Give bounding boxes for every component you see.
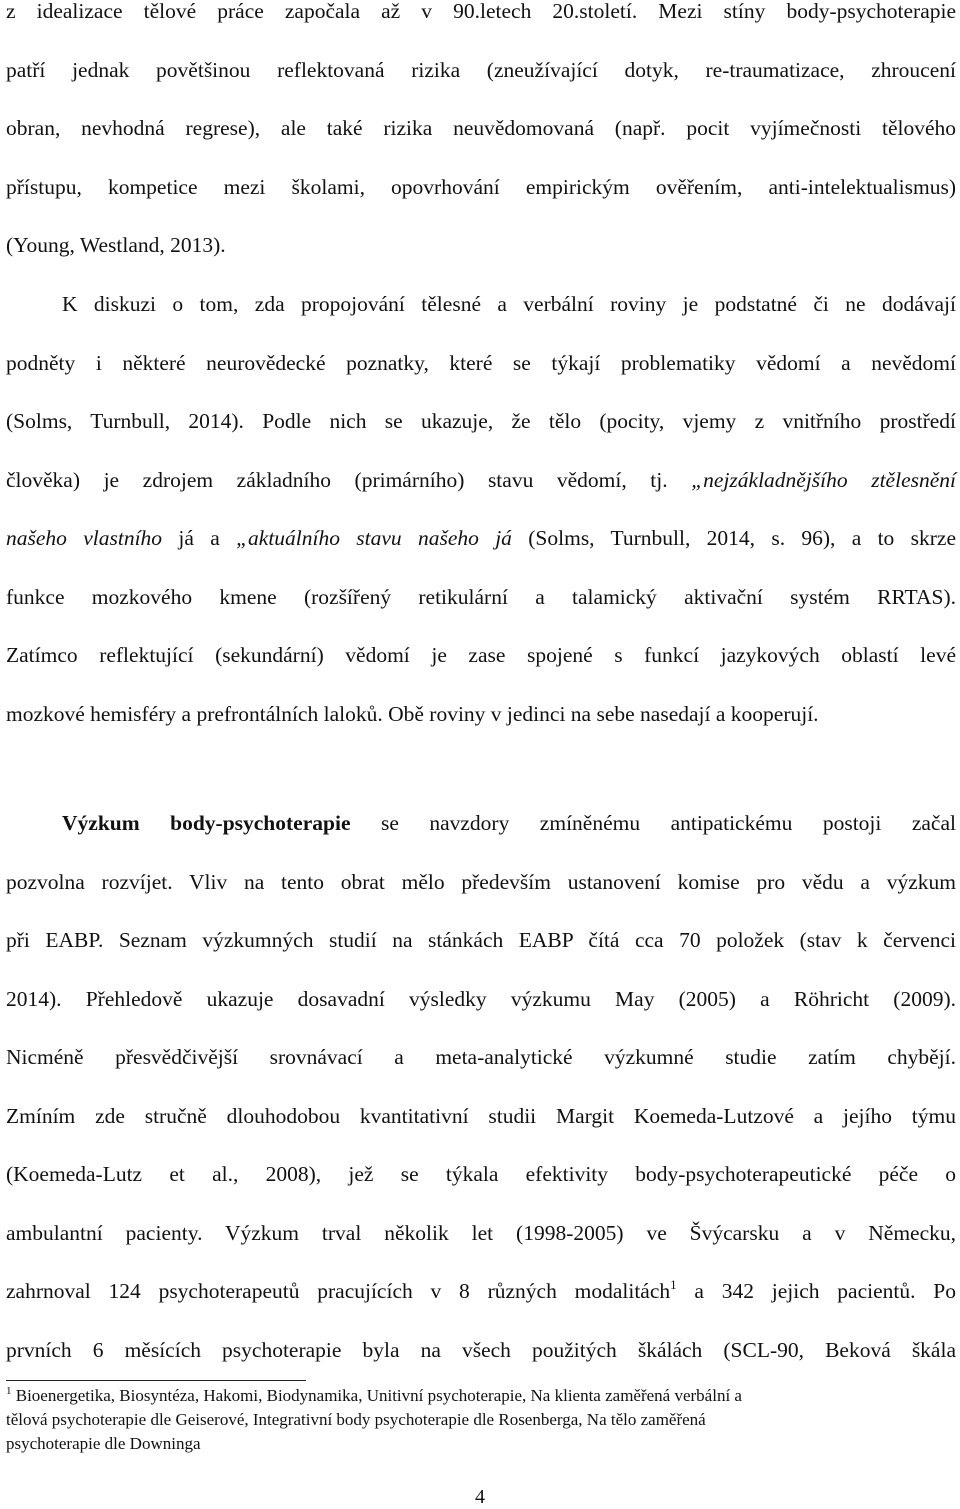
- text-line: Zatímco reflektující (sekundární) vědomí je zase spojené s funkcí jazykových oblastí levé: [6, 643, 956, 667]
- paragraph-neuroscience: [6, 275, 956, 743]
- quote-italic: „aktuálního stavu našeho já: [236, 526, 512, 550]
- text-line: (Koemeda-Lutz et al., 2008), jež se týkala efektivity body-psychoterapeutické péče o: [6, 1162, 956, 1186]
- text-span: já: [162, 526, 194, 550]
- footnote-line: tělová psychoterapie dle Geiserové, Integrativní body psychoterapie dle Rosenberga, Na tělo zaměřená: [6, 1410, 706, 1429]
- text-line: [6, 1262, 956, 1321]
- text-line: funkce mozkového kmene (rozšířený retikulární a talamický aktivační systém RRTAS).: [6, 584, 956, 609]
- text-span: člověka) je zdrojem základního (primárního) stavu vědomí, tj.: [6, 467, 692, 492]
- text-line: z idealizace tělové práce započala až v 90.letech 20.století. Mezi stíny body-psychoterapie: [6, 0, 956, 23]
- text-line: Zmíním zde stručně dlouhodobou kvantitativní studii Margit Koemeda-Lutzové a jejího týmu: [6, 1103, 956, 1128]
- section-heading-bold: Výzkum body-psychoterapie: [62, 811, 351, 835]
- text-line: při EABP. Seznam výzkumných studií na stánkách EABP čítá cca 70 položek (stav k červenci: [6, 928, 956, 952]
- text-line: (Young, Westland, 2013).: [6, 233, 226, 257]
- text-span: (Solms, Turnbull, 2014, s. 96), a to skrze: [511, 526, 956, 550]
- paragraph-risks: [6, 0, 956, 275]
- text-line: podněty i některé neurovědecké poznatky, které se týkají problematiky vědomí a nevědomí: [6, 350, 956, 375]
- footnote-reference: 1: [670, 1277, 677, 1292]
- text-span: a: [193, 526, 237, 550]
- text-line: [6, 794, 956, 853]
- footnote: [6, 1384, 946, 1456]
- footnote-divider: [6, 1380, 306, 1381]
- text-line: mozkové hemisféry a prefrontálních laloků. Obě roviny v jedinci na sebe nasedají a kooperují.: [6, 701, 819, 726]
- text-line: pozvolna rozvíjet. Vliv na tento obrat mělo především ustanovení komise pro vědu a výzkum: [6, 869, 956, 894]
- text-line: 2014). Přehledově ukazuje dosavadní výsledky výzkumu May (2005) a Röhricht (2009).: [6, 986, 956, 1011]
- text-line: Nicméně přesvědčivější srovnávací a meta-analytické výzkumné studie zatím chybějí.: [6, 1045, 956, 1069]
- text-line: prvních 6 měsících psychoterapie byla na všech použitých škálách (SCL-90, Beková škála: [6, 1337, 956, 1362]
- text-line: přístupu, kompetice mezi školami, opovrhování empirickým ověřením, anti-intelektualismus): [6, 174, 956, 199]
- text-line: K diskuzi o tom, zda propojování tělesné a verbální roviny je podstatné či ne dodávají: [62, 292, 956, 316]
- paragraph-research: [6, 794, 956, 1379]
- text-line: [6, 509, 956, 568]
- quote-italic: našeho vlastního: [6, 526, 163, 550]
- text-span: zahrnoval 124 psychoterapeutů pracujících v 8 různých modalitách: [6, 1279, 671, 1303]
- footnote-line: psychoterapie dle Downinga: [6, 1434, 201, 1453]
- text-line: obran, nevhodná regrese), ale také rizika neuvědomovaná (např. pocit vyjímečnosti tělového: [6, 116, 956, 140]
- text-span: se navzdory zmíněnému antipatickému postoji začal: [350, 811, 956, 835]
- page-number: 4: [475, 1486, 485, 1508]
- text-line: [6, 451, 956, 510]
- footnote-text: Bioenergetika, Biosyntéza, Hakomi, Biodynamika, Unitivní psychoterapie, Na klienta zaměřená verbální a: [11, 1386, 742, 1405]
- text-line: (Solms, Turnbull, 2014). Podle nich se ukazuje, že tělo (pocity, vjemy z vnitřního prostředí: [6, 409, 956, 433]
- text-line: ambulantní pacienty. Výzkum trval několik let (1998-2005) ve Švýcarsku a v Německu,: [6, 1220, 956, 1245]
- quote-italic: „nejzákladnějšího ztělesnění: [691, 467, 956, 492]
- footnote-line: [6, 1384, 946, 1408]
- footnote-marker: 1: [6, 1385, 12, 1397]
- text-line: patří jednak povětšinou reflektovaná rizika (zneužívající dotyk, re-traumatizace, zhroucení: [6, 57, 956, 82]
- text-span: a 342 jejich pacientů. Po: [676, 1279, 956, 1303]
